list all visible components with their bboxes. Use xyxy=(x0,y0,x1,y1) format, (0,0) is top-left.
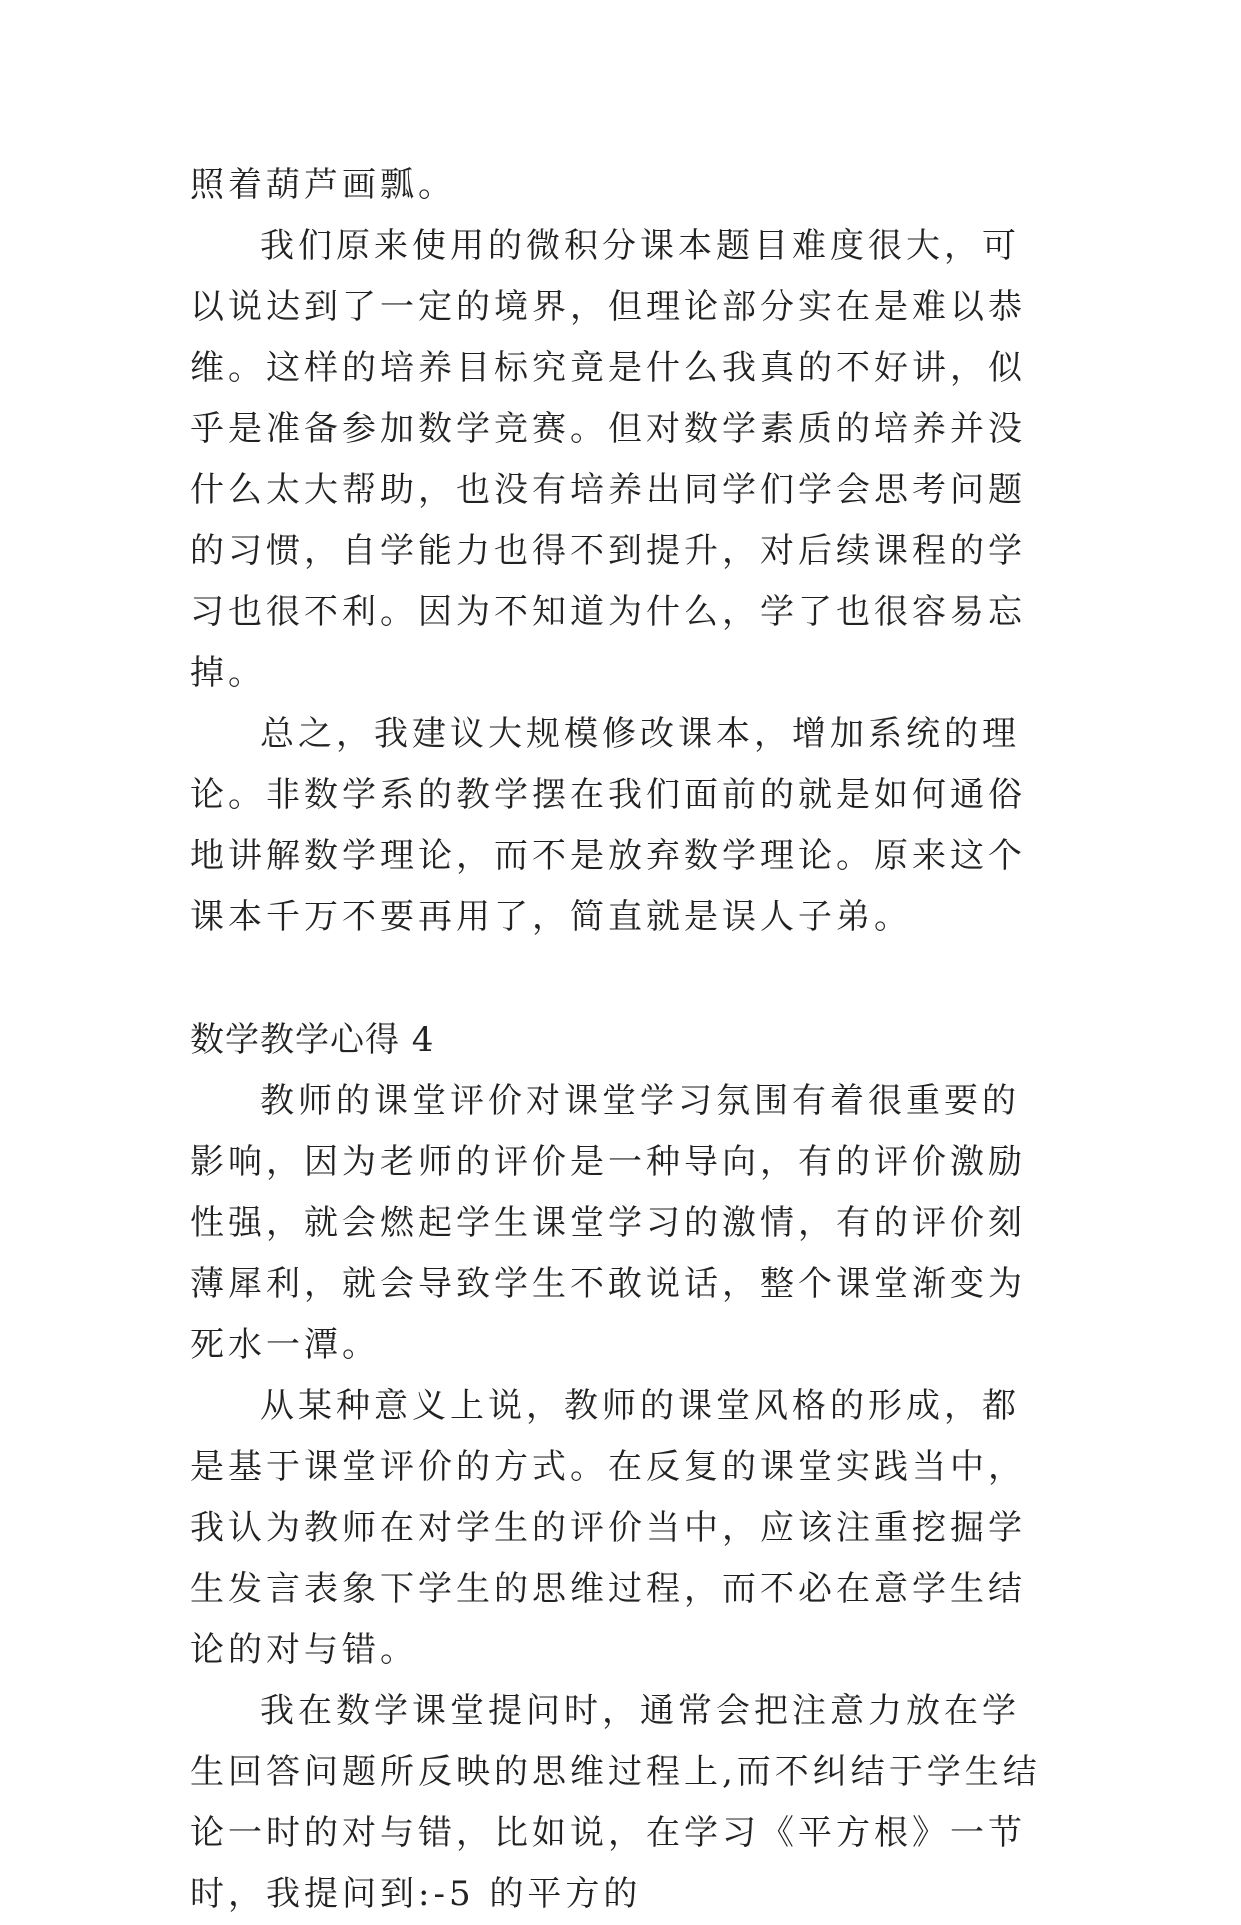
section-spacer xyxy=(190,948,1050,1010)
paragraph-conclusion: 总之，我建议大规模修改课本，增加系统的理论。非数学系的教学摆在我们面前的就是如何通俗地讲解数学理论，而不是放弃数学理论。原来这个课本千万不要再用了，简直就是误人子弟。 xyxy=(190,714,1026,937)
paragraph-textbook-difficulty: 我们原来使用的微积分课本题目难度很大，可以说达到了一定的境界，但理论部分实在是难以恭维。这样的培养目标究竟是什么我真的不好讲，似乎是准备参加数学竞赛。但对数学素质的培养并没什么太大帮助，也没有培养出同学们学会思考问题的习惯，自学能力也得不到提升，对后续课程的学习也很不利。因为不知道为什么，学了也很容易忘掉。 xyxy=(190,226,1026,693)
paragraph-questioning: 我在数学课堂提问时，通常会把注意力放在学生回答问题所反映的思维过程上,而不纠结于学生结论一时的对与错，比如说，在学习《平方根》一节时，我提问到:-5 的平方的 xyxy=(190,1691,1041,1914)
section-heading: 数学教学心得 4 xyxy=(190,1020,435,1060)
paragraph-continuation: 照着葫芦画瓢。 xyxy=(190,165,456,205)
paragraph-teaching-style: 从某种意义上说，教师的课堂风格的形成，都是基于课堂评价的方式。在反复的课堂实践当中，我认为教师在对学生的评价当中，应该注重挖掘学生发言表象下学生的思维过程，而不必在意学生结论的对与错。 xyxy=(190,1386,1026,1670)
paragraph-classroom-evaluation: 教师的课堂评价对课堂学习氛围有着很重要的影响，因为老师的评价是一种导向，有的评价激励性强，就会燃起学生课堂学习的激情，有的评价刻薄犀利，就会导致学生不敢说话，整个课堂渐变为死水一潭。 xyxy=(190,1081,1026,1365)
document-page xyxy=(190,155,1050,1925)
